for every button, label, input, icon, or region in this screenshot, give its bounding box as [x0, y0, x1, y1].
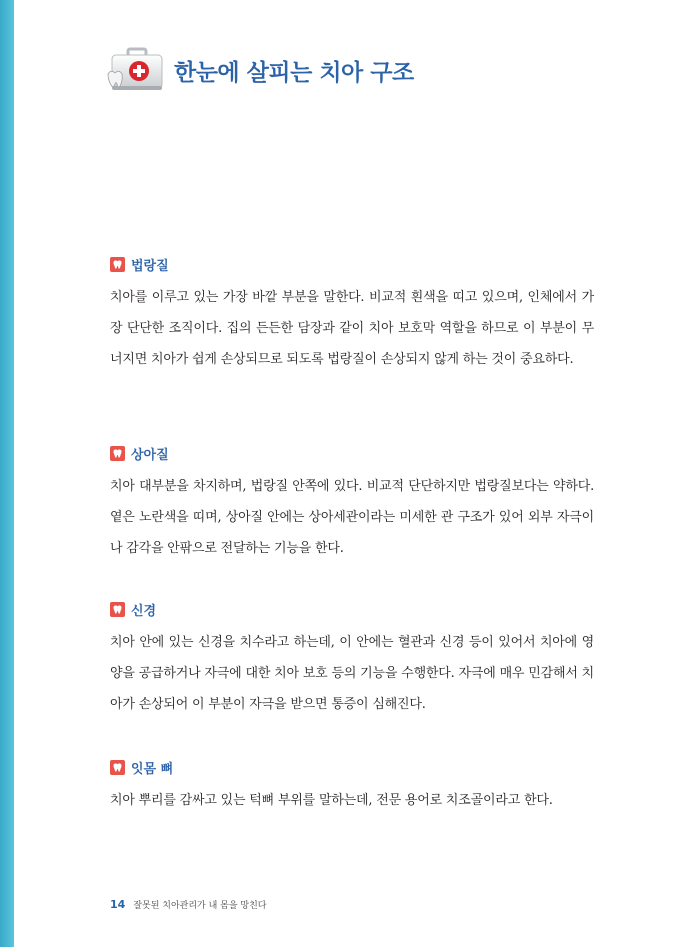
section-title: 잇몸 뼈 — [131, 761, 174, 777]
section-body: 치아 안에 있는 신경을 치수라고 하는데, 이 안에는 혈관과 신경 등이 있어서 치아에 영양을 공급하거나 자극에 대한 치아 보호 등의 기능을 수행한다. 자극에 매우 민감해서 치아가 손상되어 이 부분이 자극을 받으면 통증이 심해진다. — [110, 635, 594, 712]
tooth-icon — [110, 257, 125, 272]
page-footer — [110, 898, 266, 911]
tooth-icon — [110, 446, 125, 461]
section-title: 상아질 — [131, 447, 169, 463]
page-title: 한눈에 살피는 치아 구조 — [174, 59, 414, 86]
first-aid-kit-icon — [106, 46, 170, 94]
section-nerve — [110, 599, 594, 720]
section-heading — [110, 599, 594, 619]
section-heading — [110, 443, 594, 463]
section-title: 법랑질 — [131, 258, 169, 274]
section-body: 치아 대부분을 차지하며, 법랑질 안쪽에 있다. 비교적 단단하지만 법랑질보다는 약하다. 옅은 노란색을 띠며, 상아질 안에는 상아세관이라는 미세한 관 구조가 있어 외부 자극이나 감각을 안팎으로 전달하는 기능을 한다. — [110, 479, 594, 556]
side-color-bar — [0, 0, 14, 947]
section-alveolar-bone — [110, 757, 594, 816]
tooth-icon — [110, 760, 125, 775]
section-dentin — [110, 443, 594, 564]
section-title: 신경 — [131, 603, 157, 619]
page-header — [106, 46, 414, 94]
page-number: 14 — [110, 898, 126, 911]
tooth-icon — [110, 602, 125, 617]
section-body: 치아를 이루고 있는 가장 바깥 부분을 말한다. 비교적 흰색을 띠고 있으며, 인체에서 가장 단단한 조직이다. 집의 든든한 담장과 같이 치아 보호막 역할을 하므로 이 부분이 무너지면 치아가 쉽게 손상되므로 되도록 법랑질이 손상되지 않게 하는 것이 중요하다. — [110, 290, 594, 367]
section-heading — [110, 757, 594, 777]
running-book-title: 잘못된 치아관리가 내 몸을 망친다 — [133, 901, 267, 911]
section-enamel — [110, 254, 594, 375]
section-heading — [110, 254, 594, 274]
section-body: 치아 뿌리를 감싸고 있는 턱뼈 부위를 말하는데, 전문 용어로 치조골이라고 한다. — [110, 793, 553, 808]
